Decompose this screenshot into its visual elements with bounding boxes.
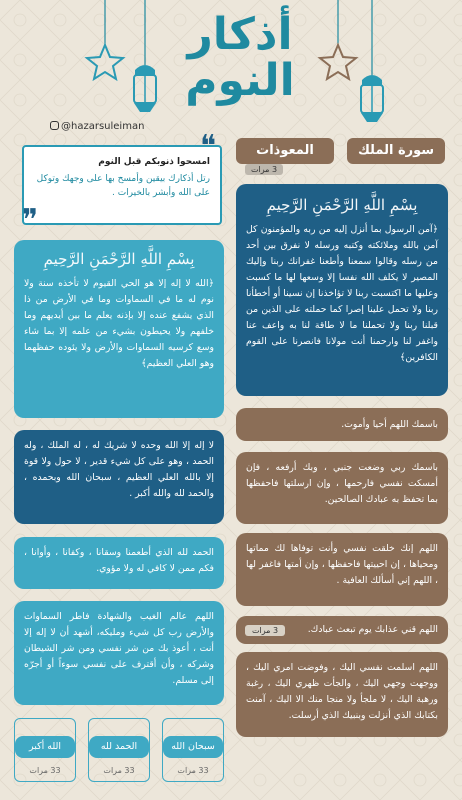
instagram-icon [50, 121, 59, 130]
hamd-aatamana-card: الحمد لله الذي أطعمنا وسقانا ، وكفانا ، وأوانا ، فكم ممن لا كافي له ولا مؤوي. [14, 537, 224, 589]
instagram-handle[interactable]: @hazarsuleiman [50, 121, 144, 132]
tasbih-item: الله أكبر 33 مرات [14, 718, 76, 782]
qini-adhabak-card: اللهم قني عذابك يوم تبعث عبادك. [236, 616, 448, 644]
tasbih-item: سبحان الله 33 مرات [162, 718, 224, 782]
muawwidhat-count: 3 مرات [245, 164, 283, 175]
tahlil-card: لا إله إلا الله وحده لا شريك له ، له الملك ، وله الحمد ، وهو على كل شيء قدير ، لا حول ولا قوة إلا بالله العلي العظيم ، سبحان الله وبحمده ، والحمد لله والله أكبر . [14, 430, 224, 524]
tasbih-item: الحمد لله 33 مرات [88, 718, 150, 782]
amana-rasul-card: بِسْمِ اللَّهِ الرَّحْمَنِ الرَّحِيمِ ﴿آمن الرسول بما أنزل إليه من ربه والمؤمنون كل آمن بالله وملائكته وكتبه ورسله لا نفرق بين أحد من رسله وقالوا سمعنا وأطعنا غفرانك ربنا وإليك المصير لا يكلف الله نفسا إلا وسعها لها ما كسبت وعليها ما اكتسبت ربنا لا تؤاخذنا إن نسينا أو أخطأنا ربنا ولا تحمل علينا إصرا كما حملته على الذين من قبلنا ربنا ولا تحملنا ما لا طاقة لنا به واعف عنا واغفر لنا وارحمنا أنت مولانا فانصرنا على القوم الكافرين﴾ [236, 184, 448, 396]
bismika-card: باسمك اللهم أحيا وأموت. [236, 408, 448, 441]
ayat-kursi-card: بِسْمِ اللَّهِ الرَّحْمَنِ الرَّحِيمِ ﴿الله لا إله إلا هو الحي القيوم لا تأخذه سنة ولا نوم له ما في السماوات وما في الأرض من ذا الذي يشفع عنده إلا بإذنه يعلم ما بين أيديهم وما خلفهم ولا يحيطون بشيء من علمه إلا بما شاء وسع كرسيه السماوات والأرض ولا يئوده حفظهما وهو العلي العظيم﴾ [14, 240, 224, 418]
star-icon [87, 45, 123, 79]
muawwidhat-tag: المعوذات [236, 138, 334, 164]
qini-count: 3 مرات [245, 625, 285, 636]
wadatu-janbi-card: باسمك ربي وضعت جنبي ، وبك أرفعه ، فإن أمسكت نفسي فارحمها ، وإن ارسلتها فاحفظها بما تحفظ به عبادك الصالحين. [236, 452, 448, 524]
page-title: أذكار النوم [185, 9, 295, 106]
aslamtu-card: اللهم اسلمت نفسي اليك ، وفوضت امري اليك ، ووجهت وجهي اليك ، والجأت ظهري اليك ، رغبة ورهبة اليك ، لا ملجأ ولا منجا منك الا اليك ، آمنت بكتابك الذي أنزلت وبنبيك الذي أرسلت. [236, 652, 448, 737]
alim-ghayb-card: اللهم عالم الغيب والشهادة فاطر السماوات والأرض رب كل شيء ومليكه، أشهد أن لا إله إلا أنت ، أعوذ بك من شر نفسي ومن شر الشيطان وشركه ، وأن أقترف على نفسي سوءاً أو أجرّه إلى مسلم. [14, 601, 224, 705]
khalaqta-nafsi-card: اللهم إنك خلقت نفسي وأنت توفاها لك مماتها ومحياها ، إن احييتها فاحفظها ، وإن أمتها فاغفر لها ، اللهم إني أسألك العافية . [236, 533, 448, 606]
surah-mulk-tag: سورة الملك [347, 138, 445, 164]
lantern-icon [361, 75, 383, 122]
hint-box: امسحوا ذنوبكم قبل النوم رتل أذكارك بيقين وأمسح بها على وجهك وتوكل على الله وأبشر بالخيرات . [22, 145, 222, 225]
quote-icon: ❞ [22, 203, 39, 238]
